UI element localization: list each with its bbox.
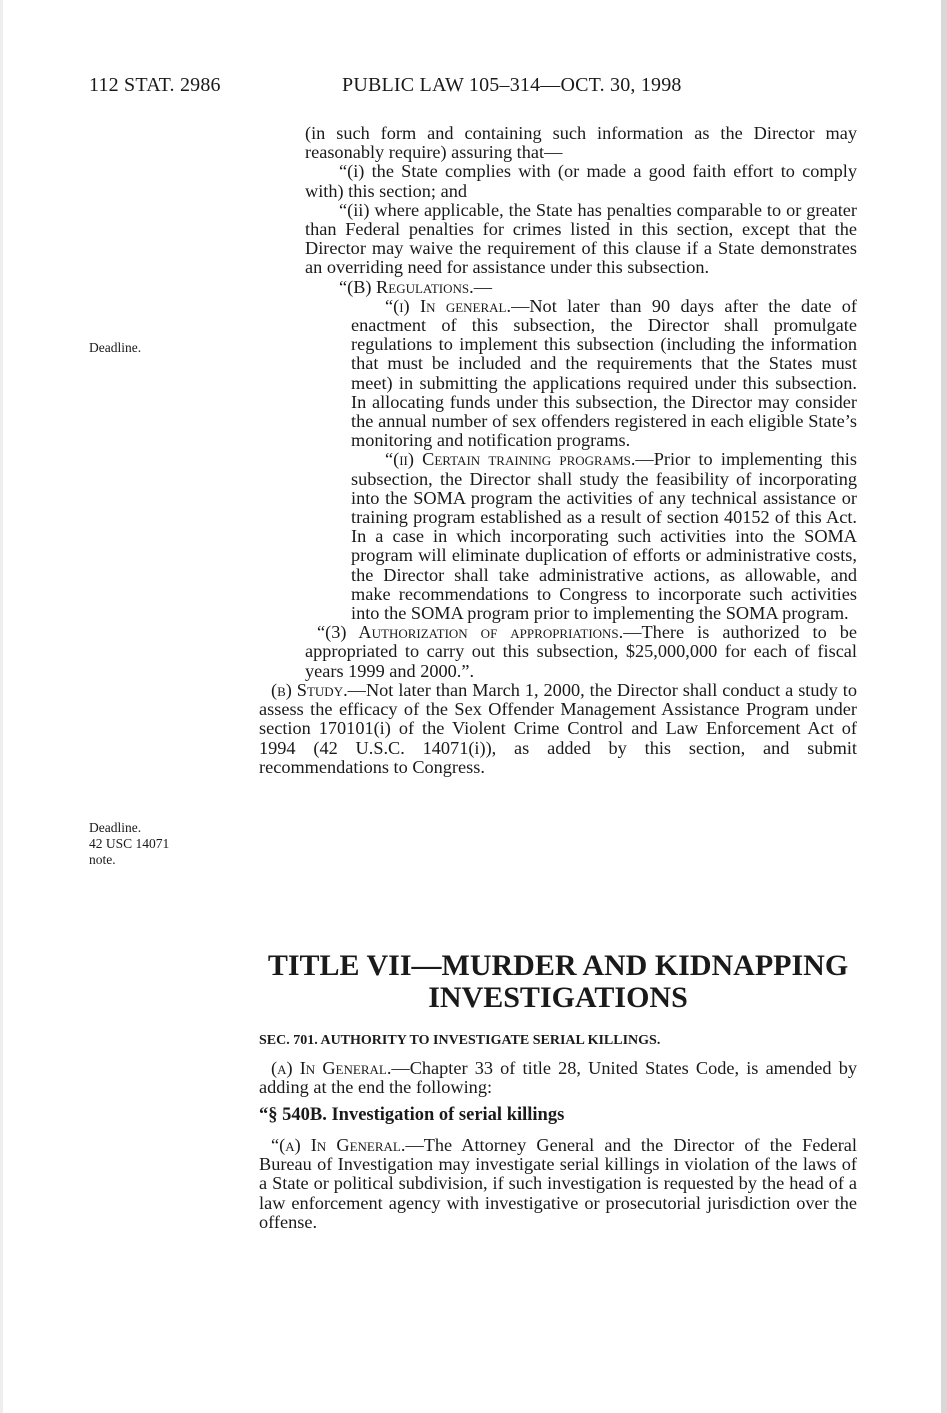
title-line-2: INVESTIGATIONS: [428, 981, 688, 1014]
margin-note-deadline-1: Deadline.: [89, 340, 142, 355]
section-a-label: (a) In General.—: [271, 1058, 410, 1078]
header-public-law: PUBLIC LAW 105–314—OCT. 30, 1998: [342, 74, 682, 96]
section-540b-a-label: “(a) In General.—: [271, 1135, 424, 1155]
body-text-column: [259, 124, 857, 777]
study-text: Not later than March 1, 2000, the Director shall conduct a study to assess the efficacy of the Sex Offender Management Assistance Program under section 170101(i) of the Violent Crime Control and Law Enforcement Act of 1994 (42 U.S.C. 14071(i)), as added by this section, and submit recommendations to Congress.: [259, 679, 857, 777]
paragraph-in-general: [259, 297, 857, 451]
paragraph-training-programs: [259, 450, 857, 623]
section-540b-body: [259, 1136, 857, 1232]
section-701-heading: SEC. 701. AUTHORITY TO INVESTIGATE SERIAL KILLINGS.: [259, 1033, 661, 1048]
margin-note-deadline-2: [89, 820, 169, 868]
paragraph-authorization: [259, 623, 857, 681]
header-stat-page: 112 STAT. 2986: [89, 74, 221, 96]
paragraph-regulations-heading: [259, 278, 857, 297]
paragraph-clause-ii: “(ii) where applicable, the State has penalties comparable to or greater than Federal penalties for crimes listed in this section, except that the Director may waive the requirement of this clause if a State demonstrates an overriding need for assistance under this subsection.: [305, 199, 857, 278]
paragraph-study: [259, 681, 857, 777]
in-general-text: Not later than 90 days after the date of enactment of this subsection, the Director shall promulgate regulations to implement this subsection (including the information that must be included and the requirements that the States must meet) in submitting the applications required under this subsection. In allocating funds under this subsection, the Director may consider the annual number of sex offenders registered in each eligible State’s monitoring and notification programs.: [351, 295, 858, 451]
section-a-text: Chapter 33 of title 28, United States Code, is amended by adding at the end the following:: [259, 1058, 857, 1098]
paragraph-540b-a: [259, 1136, 857, 1232]
section-a-body: [259, 1059, 857, 1097]
training-programs-label: “(ii) Certain training programs.—: [385, 449, 654, 470]
paragraph-clause-i: “(i) the State complies with (or made a good faith effort to comply with) this section; and: [305, 161, 857, 201]
training-programs-text: Prior to implementing this subsection, the Director shall study the feasibility of incorporating into the SOMA program the activities of any technical assistance or training program established as a result of section 40152 of this Act. In a case in which incorporating such activities into the SOMA program will eliminate duplication of efforts or administrative costs, the Director shall take administrative actions, as allowable, and make recommendations to Congress to incorporate such activities into the SOMA program prior to implementing the SOMA program.: [351, 449, 857, 624]
authorization-text: There is authorized to be appropriated to carry out this subsection, $25,000,000 for each of fiscal years 1999 and 2000.”.: [305, 622, 857, 681]
study-label: (b) Study.—: [271, 679, 366, 700]
in-general-label: “(i) In general.—: [385, 295, 530, 316]
title-heading: [259, 950, 857, 1014]
paragraph-section-a: [259, 1059, 857, 1097]
paragraph-form-requirement: (in such form and containing such information as the Director may reasonably require) assuring that—: [305, 123, 857, 163]
margin-note-note: note.: [89, 852, 116, 867]
margin-note-deadline-label: Deadline.: [89, 820, 142, 835]
authorization-label: “(3) Authorization of appropriations.—: [317, 622, 642, 643]
title-line-1: TITLE VII—MURDER AND KIDNAPPING: [267, 949, 849, 982]
page-edge-right: [941, 0, 947, 1413]
page-edge-left: [0, 0, 3, 1413]
section-540b-heading: “§ 540B. Investigation of serial killings: [259, 1105, 565, 1125]
margin-note-usc-cite: 42 USC 14071: [89, 836, 170, 851]
regulations-label: “(B) Regulations.—: [339, 276, 492, 297]
section-540b-a-text: The Attorney General and the Director of the Federal Bureau of Investigation may investigate serial killings in violation of the laws of a State or political subdivision, if such investigation is requested by the head of a law enforcement agency with investigative or prosecutorial jurisdiction over the offense.: [259, 1135, 857, 1232]
